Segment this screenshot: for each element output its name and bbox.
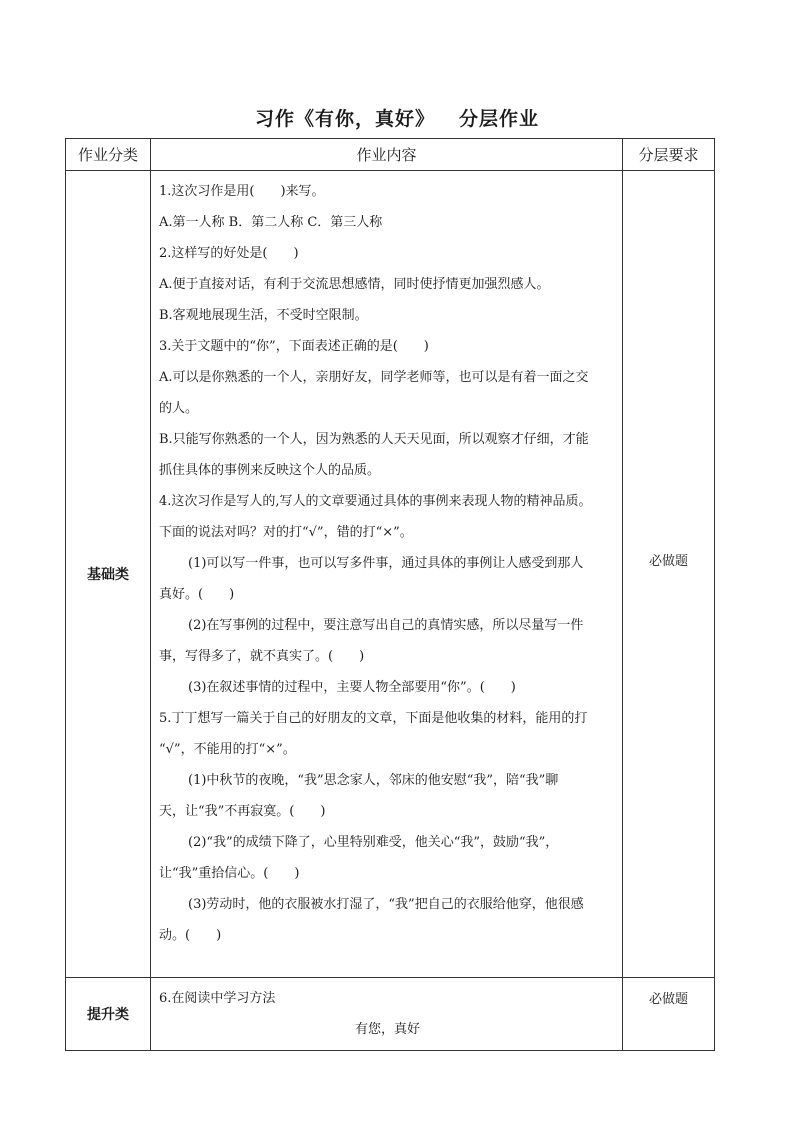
- question-line: 天，让“我”不再寂寞。( ): [159, 804, 326, 819]
- question-line: 的人。: [159, 401, 199, 416]
- category-advanced: 提升类: [66, 978, 151, 1051]
- question-line: 1.这次习作是用( )来写。: [159, 184, 325, 199]
- question-line: A.便于直接对话，有利于交流思想感情，同时使抒情更加强烈感人。: [159, 277, 550, 292]
- homework-table: [65, 138, 715, 1051]
- question-line: 抓住具体的事例来反映这个人的品质。: [159, 463, 381, 478]
- question-line: 3.关于文题中的“你”，下面表述正确的是( ): [159, 339, 429, 354]
- question-line: (2)在写事例的过程中，要注意写出自己的真情实感，所以尽量写一件: [188, 618, 584, 633]
- question-line: (3)在叙述事情的过程中，主要人物全部要用“你”。( ): [188, 680, 516, 695]
- header-content: 作业内容: [151, 139, 623, 171]
- passage-title: 有您，真好: [354, 1022, 420, 1037]
- table-row-advanced: [66, 978, 715, 1051]
- question-line: (1)可以写一件事，也可以写多件事，通过具体的事例让人感受到那人: [188, 556, 584, 571]
- requirement-advanced: 必做题: [623, 978, 715, 1051]
- header-requirement: 分层要求: [623, 139, 715, 171]
- title-sub: 分层作业: [459, 108, 540, 130]
- question-line: 4.这次习作是写人的,写人的文章要通过具体的事例来表现人物的精神品质。: [159, 494, 592, 509]
- content-advanced: [151, 978, 623, 1051]
- question-line: 让“我”重拾信心。( ): [159, 866, 300, 881]
- question-line: 事，写得多了，就不真实了。( ): [159, 649, 365, 664]
- question-line: (1)中秋节的夜晚，“我”思念家人，邻床的他安慰“我”，陪“我”聊: [188, 773, 559, 788]
- table-row-basic: [66, 171, 715, 978]
- category-basic: 基础类: [66, 171, 151, 978]
- question-line: A.第一人称 B．第二人称 C．第三人称: [159, 215, 383, 230]
- question-line: 5.丁丁想写一篇关于自己的好朋友的文章，下面是他收集的材料，能用的打: [159, 711, 588, 726]
- requirement-basic: 必做题: [623, 171, 715, 978]
- question-line: 2.这样写的好处是( ): [159, 246, 299, 261]
- header-row: [66, 139, 715, 171]
- question-line: 下面的说法对吗？对的打“√”，错的打“×”。: [159, 525, 413, 540]
- page-title: [0, 104, 794, 131]
- header-category: 作业分类: [66, 139, 151, 171]
- question-line: B.只能写你熟悉的一个人，因为熟悉的人天天见面，所以观察才仔细，才能: [159, 432, 589, 447]
- question-line: 真好。( ): [159, 587, 235, 602]
- question-line: (3)劳动时，他的衣服被水打湿了，“我”把自己的衣服给他穿，他很感: [188, 897, 584, 912]
- question-line: 动。( ): [159, 928, 222, 943]
- question-line: 6.在阅读中学习方法: [159, 991, 276, 1006]
- question-line: A.可以是你熟悉的一个人，亲朋好友，同学老师等，也可以是有着一面之交: [159, 370, 589, 385]
- question-line: (2)“我”的成绩下降了，心里特别难受，他关心“我”，鼓励“我”，: [188, 835, 559, 850]
- content-basic: [151, 171, 623, 978]
- question-line: “√”，不能用的打“×”。: [159, 742, 296, 757]
- question-line: B.客观地展现生活，不受时空限制。: [159, 308, 368, 323]
- title-main: 习作《有你，真好》: [254, 108, 435, 130]
